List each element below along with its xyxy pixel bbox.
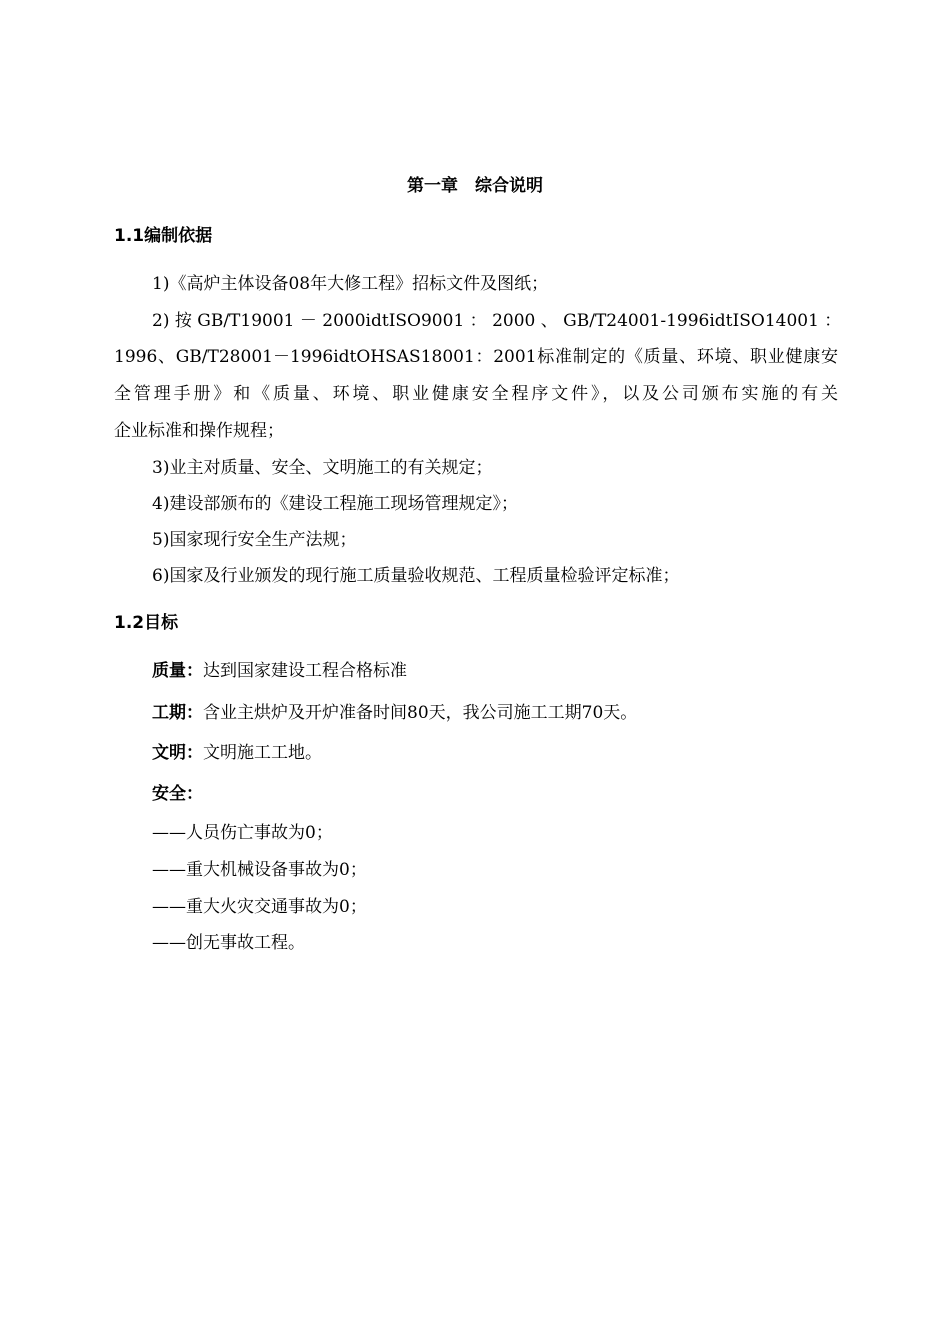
goal-schedule-text: 含业主烘炉及开炉准备时间80天，我公司施工工期70天。 bbox=[203, 703, 638, 723]
section-heading-1-1: 1.1编制依据 bbox=[114, 226, 213, 246]
basis-item-3: 3)业主对质量、安全、文明施工的有关规定； bbox=[152, 458, 493, 478]
basis-item-4: 4)建设部颁布的《建设工程施工现场管理规定》； bbox=[152, 494, 518, 514]
goal-civil-text: 文明施工工地。 bbox=[203, 743, 322, 763]
basis-item-1: 1)《高炉主体设备08年大修工程》招标文件及图纸； bbox=[152, 274, 549, 294]
goal-civil bbox=[152, 743, 322, 763]
safety-item-4: ——创无事故工程。 bbox=[152, 933, 305, 953]
goal-schedule bbox=[152, 703, 637, 723]
goal-quality-text: 达到国家建设工程合格标准 bbox=[203, 661, 407, 681]
goal-civil-label: 文明： bbox=[152, 743, 203, 763]
goal-schedule-label: 工期： bbox=[152, 703, 203, 723]
safety-item-3: ——重大火灾交通事故为0； bbox=[152, 897, 367, 917]
section-heading-1-2: 1.2目标 bbox=[114, 613, 179, 633]
basis-item-6: 6)国家及行业颁发的现行施工质量验收规范、工程质量检验评定标准； bbox=[152, 566, 680, 586]
chapter-title: 第一章 综合说明 bbox=[407, 176, 543, 196]
basis-item-2-line-2: 1996、GB/T28001－1996idtOHSAS18001：2001标准制定的《质量、环境、职业健康安 bbox=[114, 347, 838, 367]
basis-item-2-line-4: 企业标准和操作规程； bbox=[114, 421, 284, 441]
goal-safety-label: 安全： bbox=[152, 784, 203, 804]
safety-item-2: ——重大机械设备事故为0； bbox=[152, 860, 367, 880]
goal-quality bbox=[152, 661, 407, 681]
goal-quality-label: 质量： bbox=[152, 661, 203, 681]
basis-item-5: 5)国家现行安全生产法规； bbox=[152, 530, 357, 550]
basis-item-2-line-3: 全管理手册》和《质量、环境、职业健康安全程序文件》，以及公司颁布实施的有关 bbox=[114, 384, 838, 404]
safety-item-1: ——人员伤亡事故为0； bbox=[152, 823, 333, 843]
basis-item-2-line-1: 2) 按 GB/T19001 － 2000idtISO9001 ： 2000 、 GB/T24001-1996idtISO14001 ： bbox=[152, 311, 842, 331]
